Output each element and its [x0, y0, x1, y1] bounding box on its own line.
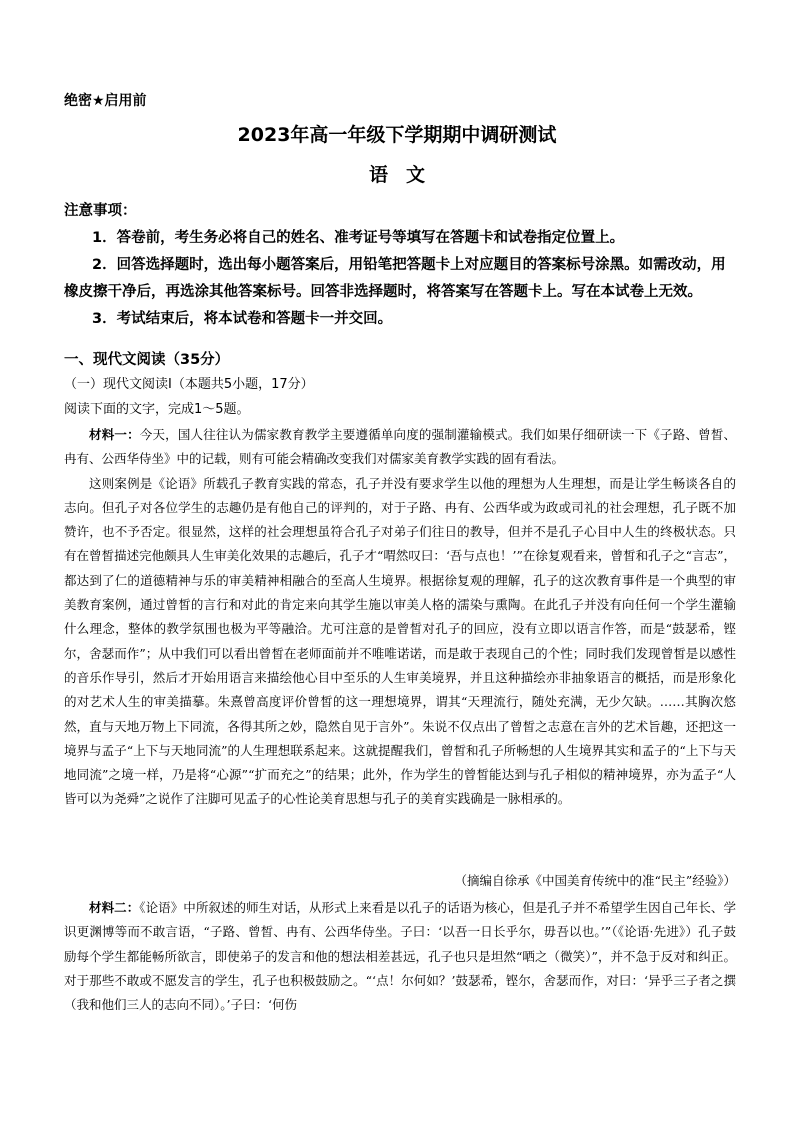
material-one-p2: 这则案例是《论语》所载孔子教育实践的常态，孔子并没有要求学生以他的理想为人生理想，而是让学生畅谈各自的志向。但孔子对各位学生的志趣仍是有他自己的评判的，对于子路、冉有、公西华或为政或司礼的社会理想，孔子既不加赞许，也不予否定。很显然，这样的社会理想虽符合孔子对弟子们往日的教导，但并不是孔子心目中人生的终极状态。只有在曾皙描述完他颇具人生审美化效果的志趣后，孔子才“喟然叹曰：‘吾与点也！’”在徐复观看来，曾皙和孔子之“言志”，都达到了仁的道德精神与乐的审美精神相融合的至高人生境界。根据徐复观的理解，孔子的这次教育事件是一个典型的审美教育案例，通过曾皙的言行和对此的肯定来向其学生施以审美人格的濡染与熏陶。在此孔子并没有向任何一个学生灌输什么理念，整体的教学氛围也极为平等融洽。尤可注意的是曾皙对孔子的回应，没有立即以语言作答，而是“鼓瑟希，铿尔，舍瑟而作”；从中我们可以看出曾皙在老师面前并不唯唯诺诺，而是敢于表现自己的个性；同时我们发现曾皙是以感性的音乐作导引，然后才开始用语言来描绘他心目中至乐的人生审美境界，并且这种描绘亦非抽象语言的概括，而是形象化的对艺术人生的审美描摹。朱熹曾高度评价曾皙的这一理想境界，谓其“天理流行，随处充满，无少欠缺。……其胸次悠然，直与天地万物上下同流，各得其所之妙，隐然自见于言外”。朱说不仅点出了曾皙之志意在言外的艺术旨趣，还把这一境界与孟子“上下与天地同流”的人生理想联系起来。这就提醒我们，曾皙和孔子所畅想的人生境界其实和孟子的“上下与天地同流”之境一样，乃是将“心源”“扩而充之”的结果；此外，作为学生的曾皙能达到与孔子相似的精神境界，亦为孟子“人皆可以为尧舜”之说作了注脚可见孟子的心性论美育思想与孔子的美育实践确是一脉相承的。: [64, 475, 736, 807]
exam-title: 2023年高一年级下学期期中调研测试: [237, 124, 557, 146]
reading-instruction: 阅读下面的文字，完成1～5题。: [64, 402, 250, 417]
material-one-source: （摘编自徐承《中国美育传统中的准“民主”经验》）: [454, 873, 736, 888]
material-two-label: 材料二：: [89, 900, 140, 915]
material-one-label: 材料一：: [89, 427, 140, 442]
notes-heading: 注意事项：: [64, 203, 137, 219]
material-two-p1: [64, 896, 736, 1017]
material-two-p1-text: 《论语》中所叙述的师生对话，从形式上来看是以孔子的话语为核心，但是孔子并不希望学生因自己年长、学识更渊博等而不敢言语，“子路、曾皙、冉有、公西华侍坐。子曰：‘以吾一日长乎尔，毋吾以也。’”（《论语·先进》）孔子鼓励每个学生都能畅所欲言，即使弟子的发言和他的想法相差甚远，孔子也只是坦然“哂之（微笑）”，并不急于反对和纠正。对于那些不敢或不愿发言的学生，孔子也积极鼓励之。“‘点！尔何如？’鼓瑟希，铿尔，舍瑟而作，对曰：‘异乎三子者之撰（我和他们三人的志向不同）。’子曰：‘何伤: [64, 900, 736, 1013]
confidential-mark: 绝密★启用前: [64, 93, 147, 109]
note-item-3: 3．考试结束后，将本试卷和答题卡一并交回。: [92, 311, 393, 327]
notes-section: [64, 198, 736, 333]
material-two: [64, 896, 736, 1017]
note-item-1: 1．答卷前，考生务必将自己的姓名、准考证号等填写在答题卡和试卷指定位置上。: [92, 230, 625, 246]
note-item-2: 2．回答选择题时，选出每小题答案后，用铅笔把答题卡上对应题目的答案标号涂黑。如需改动，用橡皮擦干净后，再选涂其他答案标号。回答非选择题时，将答案写在答题卡上。写在本试卷上无效。: [64, 257, 726, 300]
material-one-p1: [64, 423, 736, 472]
subsection-heading: （一）现代文阅读Ⅰ（本题共5小题，17分）: [64, 377, 314, 392]
material-one-p1-text: 今天，国人往往认为儒家教育教学主要遵循单向度的强制灌输模式。我们如果仔细研读一下《子路、曾皙、冉有、公西华侍坐》中的记载，则有可能会精确改变我们对儒家美育教学实践的固有看法。: [64, 427, 736, 467]
material-one: [64, 423, 736, 812]
section-heading: 一、现代文阅读（35分）: [64, 352, 230, 368]
subject-title: 语文: [368, 164, 443, 186]
